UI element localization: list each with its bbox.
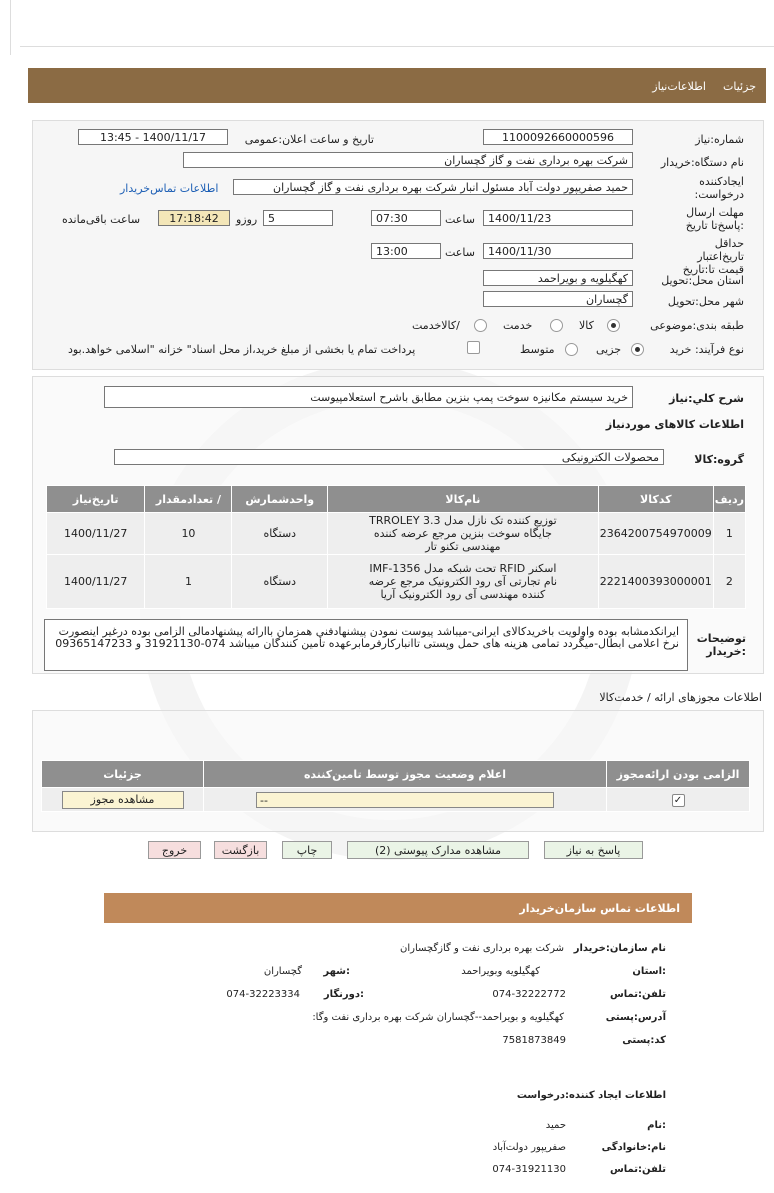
- treasury-checkbox[interactable]: [467, 341, 480, 354]
- radio-goods-service-label: /کالاخدمت: [412, 319, 460, 332]
- col-code: کدکالا: [598, 486, 713, 513]
- view-permit-button[interactable]: مشاهده مجوز: [62, 791, 184, 809]
- need-number-field: 1100092660000596: [483, 129, 633, 145]
- contact-province-value: کهگیلویه وبویراحمد: [461, 966, 540, 977]
- cell-code: 2221400393000001: [598, 555, 713, 609]
- group-field: محصولات الکترونیکی: [114, 449, 664, 465]
- family-label: نام:خانوادگی: [601, 1142, 666, 1153]
- creator-phone-value: 074-31921130: [492, 1164, 566, 1175]
- exit-button[interactable]: خروج: [148, 841, 201, 859]
- remaining-time-field: 17:18:42: [158, 210, 230, 226]
- cell-row: 2: [713, 555, 745, 609]
- price-time-field: 13:00: [371, 243, 441, 259]
- send-time-label: ساعت: [445, 213, 475, 226]
- print-button[interactable]: چاپ: [282, 841, 332, 859]
- org-label: نام سازمان:خریدار: [573, 943, 666, 954]
- notes-field: ایرانکدمشابه بوده واولویت باخریدکالای ایرانی-میباشد پیوست نمودن پیشنهادفنی همزمان باارائه پیشنهادمالی الزامی بوده درغیر اینصورت نرخ اعلامی ابطال-میگردد تمامی هزینه های حمل وپستی تاانبارکارفرمابرعهده تأمین کنندگان میباشد 074-31921130 و 09365147233: [44, 619, 688, 671]
- cell-date: 1400/11/27: [47, 555, 145, 609]
- col-qty: / تعدادمقدار: [145, 486, 232, 513]
- fax-label: :دورنگار: [323, 989, 364, 1000]
- radio-medium[interactable]: [565, 343, 578, 356]
- back-button[interactable]: بازگشت: [214, 841, 267, 859]
- price-time-label: ساعت: [445, 246, 475, 259]
- province-label: استان محل:تحویل: [661, 274, 744, 287]
- remaining-label: ساعت باقی‌مانده: [62, 213, 141, 226]
- fax-value: 074-32223334: [226, 989, 300, 1000]
- col-status: اعلام وضعیت مجوز توسط تامین‌کننده: [204, 761, 607, 788]
- cell-name: اسکنر RFID تحت شبکه مدل IMF-1356 نام تجارتی آی رود الکترونیک مرجع عرضه کننده مهندسی آی رود الکترونیک آریا: [328, 555, 599, 609]
- price-validity-label: حداقل تاریخ‌اعتبار قیمت تا:تاریخ: [682, 237, 744, 276]
- cell-name: توزیع کننده تک نازل مدل TRROLEY 3.3 جایگاه سوخت بنزین مرجع عرضه کننده مهندسی تکنو تار: [328, 513, 599, 555]
- send-deadline-label: مهلت ارسال :پاسخ‌تا تاریخ: [685, 206, 744, 232]
- contact-province-label: :استان: [632, 966, 666, 977]
- category-label: طبقه بندی:موضوعی: [650, 319, 744, 332]
- cell-unit: دستگاه: [232, 513, 328, 555]
- send-date-field: 1400/11/23: [483, 210, 633, 226]
- postal-value: 7581873849: [502, 1035, 566, 1046]
- city-field: گچساران: [483, 291, 633, 307]
- col-details: جزئیات: [42, 761, 204, 788]
- cell-date: 1400/11/27: [47, 513, 145, 555]
- desc-field: خرید سیستم مکانیزه سوخت پمپ بنزین مطابق باشرح استعلامپیوست: [104, 386, 633, 408]
- creator-field: حمید صفریپور دولت آباد مسئول انبار شرکت بهره برداری نفت و گاز گچساران: [233, 179, 633, 195]
- top-divider: [20, 46, 774, 47]
- radio-goods[interactable]: [607, 319, 620, 332]
- cell-row: 1: [713, 513, 745, 555]
- radio-service[interactable]: [550, 319, 563, 332]
- col-name: نام‌کالا: [328, 486, 599, 513]
- contact-city-label: :شهر: [323, 966, 350, 977]
- col-required: الزامی بودن ارائه‌مجوز: [607, 761, 750, 788]
- table-row: [42, 788, 750, 812]
- left-edge-line: [10, 0, 11, 55]
- days-field: 5: [263, 210, 333, 226]
- contact-title: اطلاعات تماس سازمان‌خریدار: [519, 902, 680, 915]
- province-field: کهگیلویه و بویراحمد: [483, 270, 633, 286]
- cell-qty: 1: [145, 555, 232, 609]
- page-header: [28, 68, 766, 103]
- creator-info-title: اطلاعات ایجاد کننده:درخواست: [516, 1090, 666, 1101]
- address-label: آدرس:پستی: [605, 1012, 666, 1023]
- radio-partial-label: جزیی: [596, 343, 622, 356]
- notes-label: توضیحات :خریدار: [696, 632, 746, 658]
- process-label: نوع فرآیند: خرید: [669, 343, 744, 356]
- reply-button[interactable]: پاسخ به نیاز: [544, 841, 643, 859]
- radio-goods-label: کالا: [579, 319, 594, 332]
- col-date: تاریخ‌نیاز: [47, 486, 145, 513]
- address-value: کهگیلویه و بویراحمد--گچساران شرکت بهره برداری نفت وگا:: [312, 1012, 564, 1023]
- table-row[interactable]: [47, 555, 746, 609]
- col-unit: واحدشمارش: [232, 486, 328, 513]
- phone-label: تلفن:تماس: [609, 989, 666, 1000]
- table-row[interactable]: [47, 513, 746, 555]
- items-table: [46, 485, 746, 609]
- permits-table: [41, 760, 750, 812]
- need-number-label: شماره:نیاز: [695, 133, 744, 146]
- creator-phone-label: تلفن:تماس: [609, 1164, 666, 1175]
- radio-goods-service[interactable]: [474, 319, 487, 332]
- creator-label: ایجادکننده درخواست:: [694, 175, 744, 201]
- family-value: صفریپور دولت‌آباد: [492, 1142, 566, 1153]
- phone-value: 074-32222772: [492, 989, 566, 1000]
- org-value: شرکت بهره برداری نفت و گازگچساران: [400, 943, 564, 954]
- contact-city-value: گچساران: [263, 966, 302, 977]
- cell-qty: 10: [145, 513, 232, 555]
- price-date-field: 1400/11/30: [483, 243, 633, 259]
- col-row: ردیف: [713, 486, 745, 513]
- send-time-field: 07:30: [371, 210, 441, 226]
- buyer-org-label: نام دستگاه:خریدار: [660, 156, 744, 169]
- city-label: شهر محل:تحویل: [667, 295, 744, 308]
- desc-label: شرح کلي:نياز: [669, 392, 744, 405]
- contact-header: [104, 893, 692, 923]
- name-label: :نام: [647, 1120, 666, 1131]
- announce-date-field: 1400/11/17 - 13:45: [78, 129, 228, 145]
- cell-code: 2364200754970009: [598, 513, 713, 555]
- name-value: حمید: [545, 1120, 566, 1131]
- tab-need-info[interactable]: اطلاعات‌نیاز: [652, 80, 706, 93]
- permit-status-field[interactable]: --: [256, 792, 554, 808]
- group-label: گروه:کالا: [694, 453, 744, 466]
- cell-unit: دستگاه: [232, 555, 328, 609]
- permits-title: اطلاعات مجوزهای ارائه / خدمت‌کالا: [599, 691, 762, 704]
- buyer-org-field: شرکت بهره برداری نفت و گاز گچساران: [183, 152, 633, 168]
- tab-details[interactable]: جزئیات: [723, 80, 756, 93]
- announce-label: تاریخ و ساعت اعلان:عمومی: [244, 133, 374, 146]
- view-docs-button[interactable]: مشاهده مدارک پیوستی (2): [347, 841, 529, 859]
- payment-note: پرداخت تمام یا بخشی از مبلغ خرید،از محل اسناد" خزانه "اسلامی خواهد.بود: [68, 343, 416, 356]
- radio-service-label: خدمت: [503, 319, 533, 332]
- goods-info-title: اطلاعات کالاهای موردنیاز: [605, 418, 744, 431]
- required-checkbox: ✓: [672, 794, 685, 807]
- days-label: روزو: [236, 213, 258, 226]
- radio-partial[interactable]: [631, 343, 644, 356]
- buyer-contact-link[interactable]: اطلاعات تماس‌خریدار: [120, 182, 219, 195]
- radio-medium-label: متوسط: [520, 343, 555, 356]
- postal-label: کد:پستی: [622, 1035, 666, 1046]
